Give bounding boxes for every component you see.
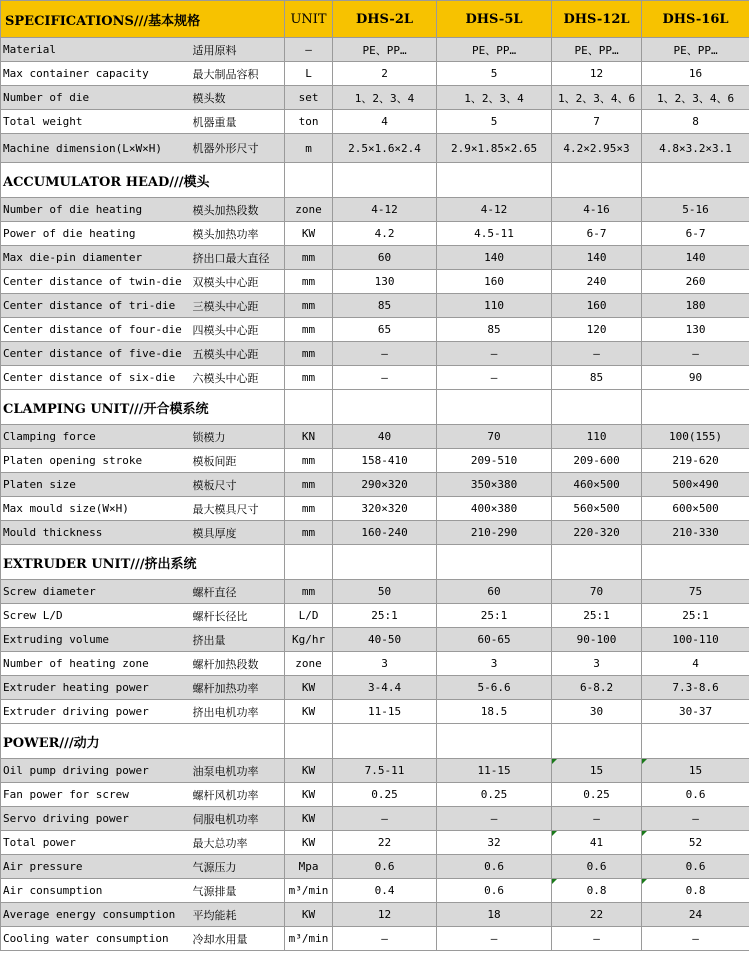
spec-unit: KW [285, 676, 333, 700]
spec-value: 25:1 [333, 604, 437, 628]
section-header-row [1, 390, 749, 425]
header-title: SPECIFICATIONS///基本规格 [1, 1, 285, 38]
spec-unit: set [285, 86, 333, 110]
spec-name-cn: 螺杆风机功率 [191, 783, 285, 807]
spec-unit: KW [285, 222, 333, 246]
spec-value: — [333, 807, 437, 831]
spec-value: 130 [642, 318, 749, 342]
spec-value: 260 [642, 270, 749, 294]
spec-name-en: Center distance of five-die [1, 342, 191, 366]
spec-name-cn: 锁模力 [191, 425, 285, 449]
spec-value: 160 [552, 294, 642, 318]
spec-name-en: Max die-pin diamenter [1, 246, 191, 270]
table-row [1, 473, 749, 497]
table-row [1, 86, 749, 110]
model-header: DHS-5L [437, 1, 552, 38]
spec-value: 4-12 [437, 198, 552, 222]
empty-cell [642, 390, 749, 425]
table-row [1, 879, 749, 903]
spec-value: 600×500 [642, 497, 749, 521]
spec-name-en: Max container capacity [1, 62, 191, 86]
spec-value: — [642, 807, 749, 831]
spec-name-cn: 最大制品容积 [191, 62, 285, 86]
spec-value: 4.2×2.95×3 [552, 134, 642, 163]
table-row [1, 62, 749, 86]
empty-cell [333, 545, 437, 580]
spec-name-en: Number of die heating [1, 198, 191, 222]
spec-value: 3 [333, 652, 437, 676]
spec-value: 30-37 [642, 700, 749, 724]
spec-value: 25:1 [642, 604, 749, 628]
spec-value: 140 [642, 246, 749, 270]
spec-value: 5-16 [642, 198, 749, 222]
spec-unit: mm [285, 342, 333, 366]
spec-name-cn: 机器外形尺寸 [191, 134, 285, 163]
empty-cell [552, 724, 642, 759]
spec-value: 24 [642, 903, 749, 927]
spec-name-en: Oil pump driving power [1, 759, 191, 783]
spec-unit: zone [285, 652, 333, 676]
spec-name-cn: 伺服电机功率 [191, 807, 285, 831]
spec-value: 8 [642, 110, 749, 134]
empty-cell [437, 545, 552, 580]
spec-name-en: Power of die heating [1, 222, 191, 246]
spec-value: 210-290 [437, 521, 552, 545]
spec-value: 290×320 [333, 473, 437, 497]
spec-value: 5-6.6 [437, 676, 552, 700]
spec-value: 11-15 [437, 759, 552, 783]
spec-unit: ton [285, 110, 333, 134]
spec-value: 0.6 [642, 783, 749, 807]
table-row [1, 676, 749, 700]
spec-name-en: Average energy consumption [1, 903, 191, 927]
spec-unit: Mpa [285, 855, 333, 879]
table-row [1, 700, 749, 724]
spec-value: 130 [333, 270, 437, 294]
spec-name-cn: 螺杆长径比 [191, 604, 285, 628]
spec-unit: KW [285, 700, 333, 724]
spec-value: 1、2、3、4、6 [552, 86, 642, 110]
spec-name-cn: 机器重量 [191, 110, 285, 134]
spec-unit: mm [285, 473, 333, 497]
spec-value: 0.25 [333, 783, 437, 807]
spec-name-cn: 适用原料 [191, 38, 285, 62]
spec-unit: L [285, 62, 333, 86]
spec-name-cn: 螺杆加热功率 [191, 676, 285, 700]
spec-value: 2.5×1.6×2.4 [333, 134, 437, 163]
spec-value: 7 [552, 110, 642, 134]
spec-unit: — [285, 38, 333, 62]
table-row [1, 604, 749, 628]
spec-name-en: Machine dimension(L×W×H) [1, 134, 191, 163]
spec-value: 16 [642, 62, 749, 86]
spec-unit: KW [285, 903, 333, 927]
spec-value: PE、PP… [437, 38, 552, 62]
spec-value: 11-15 [333, 700, 437, 724]
spec-value: 120 [552, 318, 642, 342]
spec-value: 240 [552, 270, 642, 294]
spec-name-en: Extruder driving power [1, 700, 191, 724]
spec-unit: mm [285, 366, 333, 390]
spec-value: — [437, 366, 552, 390]
spec-value: 6-7 [642, 222, 749, 246]
spec-name-cn: 三模头中心距 [191, 294, 285, 318]
spec-value: 0.6 [333, 855, 437, 879]
spec-value: 0.4 [333, 879, 437, 903]
spec-unit: mm [285, 449, 333, 473]
table-row [1, 903, 749, 927]
spec-unit: zone [285, 198, 333, 222]
spec-name-en: Extruder heating power [1, 676, 191, 700]
spec-value: 70 [552, 580, 642, 604]
spec-value: 22 [333, 831, 437, 855]
spec-name-cn: 模头数 [191, 86, 285, 110]
table-row [1, 38, 749, 62]
spec-value: — [333, 366, 437, 390]
spec-value: 4 [333, 110, 437, 134]
spec-name-en: Center distance of twin-die [1, 270, 191, 294]
spec-value: 85 [437, 318, 552, 342]
spec-value: 0.25 [552, 783, 642, 807]
table-row [1, 628, 749, 652]
spec-name-en: Center distance of four-die [1, 318, 191, 342]
spec-value: — [437, 927, 552, 951]
spec-value: 0.6 [642, 855, 749, 879]
spec-name-en: Extruding volume [1, 628, 191, 652]
spec-name-cn: 六模头中心距 [191, 366, 285, 390]
table-row [1, 318, 749, 342]
table-row [1, 134, 749, 163]
spec-value: 210-330 [642, 521, 749, 545]
spec-name-cn: 气源排量 [191, 879, 285, 903]
section-header-row [1, 724, 749, 759]
section-title: ACCUMULATOR HEAD///模头 [1, 163, 285, 198]
spec-value: 0.6 [437, 855, 552, 879]
spec-name-en: Platen opening stroke [1, 449, 191, 473]
spec-value: 100(155) [642, 425, 749, 449]
spec-value: 500×490 [642, 473, 749, 497]
model-header: DHS-12L [552, 1, 642, 38]
table-row [1, 521, 749, 545]
table-row [1, 366, 749, 390]
spec-value: 5 [437, 110, 552, 134]
table-row [1, 831, 749, 855]
spec-unit: mm [285, 294, 333, 318]
spec-value: 7.5-11 [333, 759, 437, 783]
spec-name-cn: 螺杆加热段数 [191, 652, 285, 676]
spec-name-cn: 四模头中心距 [191, 318, 285, 342]
spec-value: 3 [437, 652, 552, 676]
spec-name-cn: 模板间距 [191, 449, 285, 473]
spec-value: 12 [552, 62, 642, 86]
table-row [1, 342, 749, 366]
spec-value: 15 [552, 759, 642, 783]
spec-name-cn: 最大模具尺寸 [191, 497, 285, 521]
table-row [1, 449, 749, 473]
spec-name-cn: 螺杆直径 [191, 580, 285, 604]
spec-value: 180 [642, 294, 749, 318]
spec-name-cn: 模头加热段数 [191, 198, 285, 222]
spec-value: 110 [437, 294, 552, 318]
table-row [1, 110, 749, 134]
empty-cell [552, 390, 642, 425]
spec-name-cn: 模头加热功率 [191, 222, 285, 246]
empty-cell [642, 545, 749, 580]
spec-value: 75 [642, 580, 749, 604]
table-row [1, 580, 749, 604]
spec-name-en: Screw diameter [1, 580, 191, 604]
spec-name-cn: 平均能耗 [191, 903, 285, 927]
spec-unit: m³/min [285, 927, 333, 951]
spec-value: 60 [333, 246, 437, 270]
spec-value: PE、PP… [333, 38, 437, 62]
spec-value: 85 [333, 294, 437, 318]
empty-cell [285, 724, 333, 759]
spec-value: 400×380 [437, 497, 552, 521]
spec-value: 0.8 [642, 879, 749, 903]
spec-unit: KW [285, 831, 333, 855]
spec-value: 32 [437, 831, 552, 855]
spec-name-cn: 模板尺寸 [191, 473, 285, 497]
spec-name-cn: 双模头中心距 [191, 270, 285, 294]
empty-cell [285, 545, 333, 580]
spec-value: 18 [437, 903, 552, 927]
spec-value: 158-410 [333, 449, 437, 473]
spec-name-en: Center distance of six-die [1, 366, 191, 390]
spec-value: 0.8 [552, 879, 642, 903]
table-row [1, 855, 749, 879]
spec-name-cn: 挤出电机功率 [191, 700, 285, 724]
spec-name-en: Max mould size(W×H) [1, 497, 191, 521]
table-row [1, 927, 749, 951]
spec-unit: L/D [285, 604, 333, 628]
spec-name-en: Platen size [1, 473, 191, 497]
spec-name-cn: 冷却水用量 [191, 927, 285, 951]
spec-value: 65 [333, 318, 437, 342]
spec-value: — [552, 807, 642, 831]
spec-value: 90-100 [552, 628, 642, 652]
spec-name-en: Screw L/D [1, 604, 191, 628]
spec-value: PE、PP… [642, 38, 749, 62]
spec-unit: mm [285, 497, 333, 521]
spec-value: 15 [642, 759, 749, 783]
empty-cell [552, 545, 642, 580]
spec-value: 320×320 [333, 497, 437, 521]
spec-value: 25:1 [437, 604, 552, 628]
empty-cell [552, 163, 642, 198]
spec-value: — [642, 927, 749, 951]
spec-value: 25:1 [552, 604, 642, 628]
spec-value: 350×380 [437, 473, 552, 497]
spec-value: 85 [552, 366, 642, 390]
spec-name-en: Servo driving power [1, 807, 191, 831]
spec-name-en: Number of heating zone [1, 652, 191, 676]
spec-name-cn: 挤出口最大直径 [191, 246, 285, 270]
spec-value: PE、PP… [552, 38, 642, 62]
spec-value: 18.5 [437, 700, 552, 724]
spec-unit: mm [285, 246, 333, 270]
empty-cell [285, 390, 333, 425]
spec-value: 219-620 [642, 449, 749, 473]
empty-cell [333, 390, 437, 425]
spec-value: — [437, 342, 552, 366]
spec-value: 5 [437, 62, 552, 86]
spec-value: 40-50 [333, 628, 437, 652]
section-header-row [1, 545, 749, 580]
spec-value: 100-110 [642, 628, 749, 652]
spec-value: 6-8.2 [552, 676, 642, 700]
spec-value: 30 [552, 700, 642, 724]
spec-unit: KN [285, 425, 333, 449]
spec-value: 90 [642, 366, 749, 390]
spec-value: 4-16 [552, 198, 642, 222]
empty-cell [333, 724, 437, 759]
spec-value: 0.6 [437, 879, 552, 903]
spec-name-en: Fan power for screw [1, 783, 191, 807]
spec-unit: mm [285, 270, 333, 294]
spec-value: 6-7 [552, 222, 642, 246]
empty-cell [437, 163, 552, 198]
spec-name-en: Number of die [1, 86, 191, 110]
spec-name-en: Total power [1, 831, 191, 855]
table-row [1, 198, 749, 222]
spec-unit: KW [285, 783, 333, 807]
spec-name-cn: 五模头中心距 [191, 342, 285, 366]
header-unit: UNIT [285, 1, 333, 38]
spec-value: 12 [333, 903, 437, 927]
spec-unit: mm [285, 580, 333, 604]
table-row [1, 807, 749, 831]
spec-value: 1、2、3、4 [437, 86, 552, 110]
spec-value: — [333, 342, 437, 366]
spec-value: 4-12 [333, 198, 437, 222]
spec-value: 110 [552, 425, 642, 449]
model-header: DHS-16L [642, 1, 749, 38]
spec-value: 22 [552, 903, 642, 927]
spec-value: — [642, 342, 749, 366]
spec-value: 7.3-8.6 [642, 676, 749, 700]
spec-value: 70 [437, 425, 552, 449]
header-row [1, 1, 749, 38]
table-row [1, 222, 749, 246]
spec-value: 140 [552, 246, 642, 270]
empty-cell [437, 724, 552, 759]
spec-value: 40 [333, 425, 437, 449]
spec-name-cn: 挤出量 [191, 628, 285, 652]
spec-value: 460×500 [552, 473, 642, 497]
spec-value: — [552, 927, 642, 951]
spec-name-en: Air consumption [1, 879, 191, 903]
spec-unit: m³/min [285, 879, 333, 903]
section-title: POWER///动力 [1, 724, 285, 759]
empty-cell [285, 163, 333, 198]
spec-value: 220-320 [552, 521, 642, 545]
spec-value: 1、2、3、4、6 [642, 86, 749, 110]
spec-value: 60-65 [437, 628, 552, 652]
spec-value: — [333, 927, 437, 951]
spec-name-cn: 最大总功率 [191, 831, 285, 855]
spec-value: 0.25 [437, 783, 552, 807]
empty-cell [333, 163, 437, 198]
spec-value: 140 [437, 246, 552, 270]
table-row [1, 783, 749, 807]
spec-value: 2.9×1.85×2.65 [437, 134, 552, 163]
model-header: DHS-2L [333, 1, 437, 38]
table-row [1, 246, 749, 270]
spec-name-cn: 模具厚度 [191, 521, 285, 545]
spec-value: 4.2 [333, 222, 437, 246]
spec-value: 50 [333, 580, 437, 604]
empty-cell [642, 163, 749, 198]
table-row [1, 270, 749, 294]
spec-unit: m [285, 134, 333, 163]
spec-name-en: Cooling water consumption [1, 927, 191, 951]
empty-cell [437, 390, 552, 425]
spec-value: 4.5-11 [437, 222, 552, 246]
spec-unit: KW [285, 807, 333, 831]
spec-name-en: Center distance of tri-die [1, 294, 191, 318]
spec-name-en: Total weight [1, 110, 191, 134]
spec-value: 41 [552, 831, 642, 855]
spec-value: 209-510 [437, 449, 552, 473]
spec-value: 160-240 [333, 521, 437, 545]
spec-unit: mm [285, 318, 333, 342]
spec-value: 52 [642, 831, 749, 855]
table-row [1, 652, 749, 676]
spec-value: 60 [437, 580, 552, 604]
spec-unit: Kg/hr [285, 628, 333, 652]
spec-value: 0.6 [552, 855, 642, 879]
table-row [1, 425, 749, 449]
spec-value: 4.8×3.2×3.1 [642, 134, 749, 163]
spec-value: 1、2、3、4 [333, 86, 437, 110]
empty-cell [642, 724, 749, 759]
spec-value: 3-4.4 [333, 676, 437, 700]
spec-value: 560×500 [552, 497, 642, 521]
spec-unit: mm [285, 521, 333, 545]
spec-name-en: Air pressure [1, 855, 191, 879]
spec-unit: KW [285, 759, 333, 783]
section-title: CLAMPING UNIT///开合模系统 [1, 390, 285, 425]
spec-value: 4 [642, 652, 749, 676]
spec-value: 2 [333, 62, 437, 86]
spec-value: — [552, 342, 642, 366]
section-title: EXTRUDER UNIT///挤出系统 [1, 545, 285, 580]
table-row [1, 294, 749, 318]
spec-value: 209-600 [552, 449, 642, 473]
spec-value: 160 [437, 270, 552, 294]
section-header-row [1, 163, 749, 198]
spec-name-cn: 气源压力 [191, 855, 285, 879]
spec-name-en: Clamping force [1, 425, 191, 449]
spec-name-en: Mould thickness [1, 521, 191, 545]
spec-value: — [437, 807, 552, 831]
table-row [1, 759, 749, 783]
spec-name-en: Material [1, 38, 191, 62]
spec-value: 3 [552, 652, 642, 676]
table-row [1, 497, 749, 521]
spec-name-cn: 油泵电机功率 [191, 759, 285, 783]
